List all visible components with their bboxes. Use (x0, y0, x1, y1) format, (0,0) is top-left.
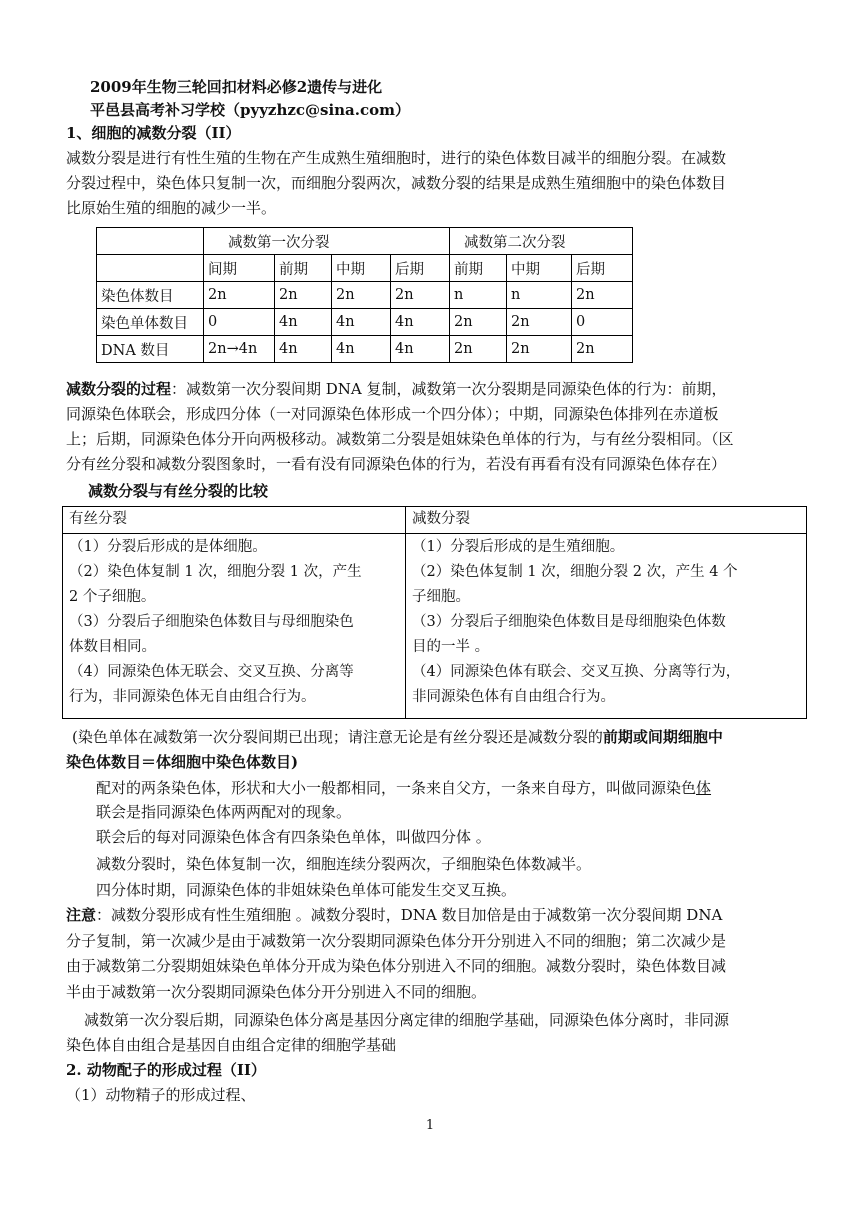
section1-heading: 1、细胞的减数分裂（II） (66, 124, 241, 142)
table1-cell: 0 (204, 309, 275, 336)
attention-line-3: 由于减数第二分裂期姐妹染色单体分开成为染色体分别进入不同的细胞。减数分裂时，染色体数目减 (66, 957, 727, 975)
para-tetrad: 联会后的每对同源染色体含有四条染色单体，叫做四分体 。 (96, 828, 491, 846)
note-line-2: 染色体数目＝体细胞中染色体数目) (66, 753, 299, 771)
table1-cell: 2n (450, 309, 507, 336)
table2-header-mitosis: 有丝分裂 (63, 507, 406, 534)
table1-cell: 2n (450, 336, 507, 363)
mitosis-line: （4）同源染色体无联会、交叉互换、分离等 (69, 664, 354, 680)
mitosis-line: 体数目相同。 (69, 639, 156, 655)
meiosis-line: 目的一半 。 (412, 639, 490, 655)
doc-title: 2009年生物三轮回扣材料必修2遗传与进化 (90, 78, 383, 96)
table1-corner (97, 228, 204, 255)
table-row (97, 282, 633, 309)
table-row (97, 309, 633, 336)
table1-cell: 4n (275, 336, 332, 363)
table1-phase: 后期 (391, 255, 450, 282)
mitosis-line: 行为，非同源染色体无自由组合行为。 (69, 689, 316, 705)
meiosis-line: （1）分裂后形成的是生殖细胞。 (412, 539, 625, 555)
table1-cell: 2n (572, 282, 633, 309)
table1-cell: n (507, 282, 572, 309)
attention-text: ：减数分裂形成有性生殖细胞 。减数分裂时，DNA 数目加倍是由于减数第一次分裂间期 DNA (96, 906, 723, 924)
attention-line-4: 半由于减数第一次分裂期同源染色体分开分别进入不同的细胞。 (66, 983, 487, 1001)
table1-cell: 4n (332, 309, 391, 336)
section2-heading: 2. 动物配子的形成过程（II） (66, 1061, 266, 1079)
meiosis-line: 子细胞。 (412, 589, 470, 605)
process-label: 减数分裂的过程 (66, 380, 172, 398)
table2-mitosis-cell (63, 534, 406, 719)
table2-header-meiosis: 减数分裂 (406, 507, 807, 534)
table1-group-1: 减数第一次分裂 (204, 228, 450, 255)
table1-cell: 2n (204, 282, 275, 309)
para-halving: 减数分裂时，染色体复制一次，细胞连续分裂两次，子细胞染色体数减半。 (96, 855, 592, 873)
note-line-1 (72, 726, 723, 748)
table1-cell: 2n→4n (204, 336, 275, 363)
meiosis-line: （2）染色体复制 1 次，细胞分裂 2 次，产生 4 个 (412, 564, 738, 580)
table1-row-label: DNA 数目 (97, 336, 204, 363)
table1-phase: 间期 (204, 255, 275, 282)
process-line-2: 同源染色体联会，形成四分体（一对同源染色体形成一个四分体）；中期，同源染色体排列在赤道板 (66, 405, 719, 423)
table1-cell: 2n (275, 282, 332, 309)
page-number: 1 (425, 1118, 435, 1133)
table1-phase: 前期 (275, 255, 332, 282)
attention-line-2: 分子复制，第一次减少是由于减数第一次分裂期同源染色体分开分别进入不同的细胞；第二次减少是 (66, 932, 727, 950)
table1-row-label: 染色单体数目 (97, 309, 204, 336)
intro-line-3: 比原始生殖的细胞的减少一半。 (66, 199, 277, 217)
table2-meiosis-cell (406, 534, 807, 719)
mitosis-meiosis-comparison-table (62, 506, 807, 719)
process-text: ：减数第一次分裂间期 DNA 复制，减数第一次分裂期是同源染色体的行为：前期， (171, 380, 727, 398)
meiosis-line: 非同源染色体有自由组合行为。 (412, 689, 615, 705)
table-row (97, 336, 633, 363)
mitosis-line: （2）染色体复制 1 次，细胞分裂 1 次，产生 (69, 564, 362, 580)
meiosis-line: （3）分裂后子细胞染色体数目是母细胞染色体数 (412, 614, 726, 630)
table1-cell: 2n (572, 336, 633, 363)
para-text: 配对的两条染色体，形状和大小一般都相同，一条来自父方，一条来自母方，叫做同源染色 (96, 779, 697, 797)
mitosis-line: （1）分裂后形成的是体细胞。 (69, 539, 267, 555)
table1-cell: 2n (391, 282, 450, 309)
table1-cell: 4n (391, 336, 450, 363)
table1-phase-corner (97, 255, 204, 282)
table1-cell: 2n (507, 309, 572, 336)
table1-cell: 2n (332, 282, 391, 309)
meiosis-line: （4）同源染色体有联会、交叉互换、分离等行为， (412, 664, 741, 680)
para-homologous (96, 777, 711, 799)
table1-cell: 4n (391, 309, 450, 336)
mitosis-line: （3）分裂后子细胞染色体数目与母细胞染色 (69, 614, 354, 630)
table1-cell: 2n (507, 336, 572, 363)
meiosis-count-table (96, 227, 633, 363)
process-line-4: 分有丝分裂和减数分裂图象时，一看有没有同源染色体的行为，若没有再看有没有同源染色体存在） (66, 455, 727, 473)
section2-sub: （1）动物精子的形成过程、 (66, 1086, 256, 1104)
intro-line-1: 减数分裂是进行有性生殖的生物在产生成熟生殖细胞时，进行的染色体数目减半的细胞分裂。在减数 (66, 149, 727, 167)
attention-label: 注意 (66, 906, 97, 924)
table1-cell: 4n (332, 336, 391, 363)
table1-cell: n (450, 282, 507, 309)
para-tail: 体 (696, 779, 712, 797)
note-emphasis: 前期或间期细胞中 (602, 728, 723, 746)
table1-phase: 中期 (507, 255, 572, 282)
table1-phase: 后期 (572, 255, 633, 282)
table1-row-label: 染色体数目 (97, 282, 204, 309)
attention-line-1 (66, 904, 722, 926)
para-synapsis: 联会是指同源染色体两两配对的现象。 (96, 803, 352, 821)
intro-line-2: 分裂过程中，染色体只复制一次，而细胞分裂两次，减数分裂的结果是成熟生殖细胞中的染色体数目 (66, 174, 727, 192)
compare-title: 减数分裂与有丝分裂的比较 (88, 482, 269, 500)
table1-phase: 中期 (332, 255, 391, 282)
table1-group-2: 减数第二次分裂 (450, 228, 633, 255)
table1-cell: 0 (572, 309, 633, 336)
process-line-3: 上；后期，同源染色体分开向两极移动。减数第二分裂是姐妹染色单体的行为，与有丝分裂相同。（区 (66, 430, 734, 448)
process-line-1 (66, 378, 727, 400)
final-line-2: 染色体自由组合是基因自由组合定律的细胞学基础 (66, 1036, 397, 1054)
table1-phase: 前期 (450, 255, 507, 282)
mitosis-line: 2 个子细胞。 (69, 589, 156, 605)
para-crossover: 四分体时期，同源染色体的非姐妹染色单体可能发生交叉互换。 (96, 881, 517, 899)
school-line: 平邑县高考补习学校（pyyzhzc@sina.com） (90, 101, 410, 119)
note-text: (染色单体在减数第一次分裂间期已出现；请注意无论是有丝分裂还是减数分裂的 (72, 728, 603, 746)
final-line-1: 减数第一次分裂后期，同源染色体分离是基因分离定律的细胞学基础，同源染色体分离时，非同源 (84, 1011, 730, 1029)
table1-cell: 4n (275, 309, 332, 336)
